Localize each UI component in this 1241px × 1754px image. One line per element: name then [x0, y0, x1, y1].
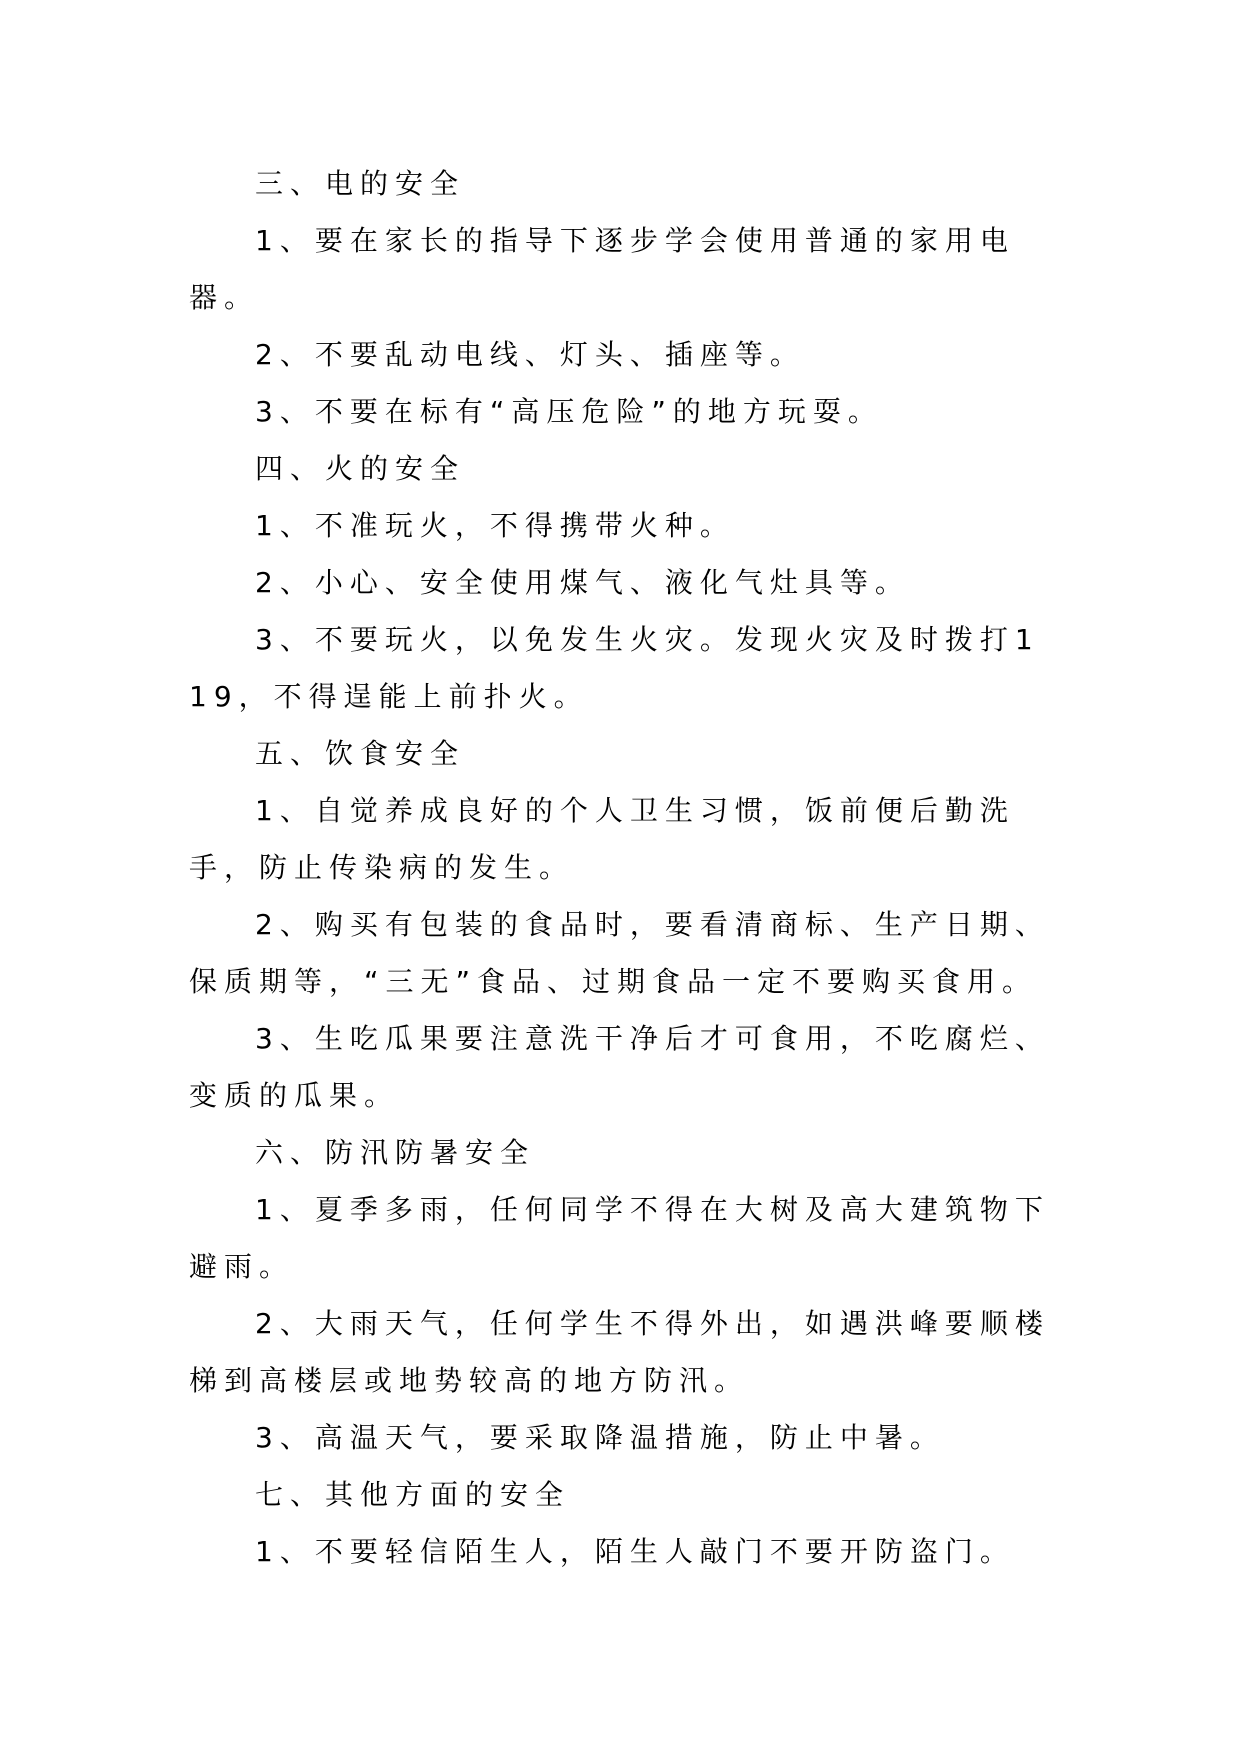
paragraph: 3、生吃瓜果要注意洗干净后才可食用，不吃腐烂、变质的瓜果。: [189, 1022, 1050, 1112]
paragraph: 1、自觉养成良好的个人卫生习惯，饭前便后勤洗手，防止传染病的发生。: [189, 794, 1015, 884]
paragraph: 1、夏季多雨，任何同学不得在大树及高大建筑物下避雨。: [189, 1193, 1050, 1283]
paragraph: 1、不要轻信陌生人，陌生人敲门不要开防盗门。: [255, 1535, 1015, 1568]
paragraph: 1、要在家长的指导下逐步学会使用普通的家用电器。: [189, 224, 1015, 314]
paragraph: 2、购买有包装的食品时，要看清商标、生产日期、保质期等，“三无”食品、过期食品一定不要购买食用。: [189, 908, 1050, 998]
paragraph: 2、小心、安全使用煤气、液化气灶具等。: [255, 566, 910, 599]
document-page: [189, 155, 1055, 1580]
paragraph: 3、高温天气，要采取降温措施，防止中暑。: [255, 1421, 945, 1454]
paragraph: 1、不准玩火，不得携带火种。: [255, 509, 735, 542]
paragraph: 3、不要玩火，以免发生火灾。发现火灾及时拨打119，不得逞能上前扑火。: [189, 623, 1040, 713]
section-heading-fire: 四、火的安全: [255, 452, 466, 485]
paragraph: 3、不要在标有“高压危险”的地方玩耍。: [255, 395, 883, 428]
section-heading-flood-heat: 六、防汛防暑安全: [255, 1136, 536, 1169]
section-heading-other: 七、其他方面的安全: [255, 1478, 571, 1511]
paragraph: 2、大雨天气，任何学生不得外出，如遇洪峰要顺楼梯到高楼层或地势较高的地方防汛。: [189, 1307, 1050, 1397]
section-heading-food: 五、饮食安全: [255, 737, 466, 770]
paragraph: 2、不要乱动电线、灯头、插座等。: [255, 338, 805, 371]
section-heading-electricity: 三、电的安全: [255, 167, 466, 200]
